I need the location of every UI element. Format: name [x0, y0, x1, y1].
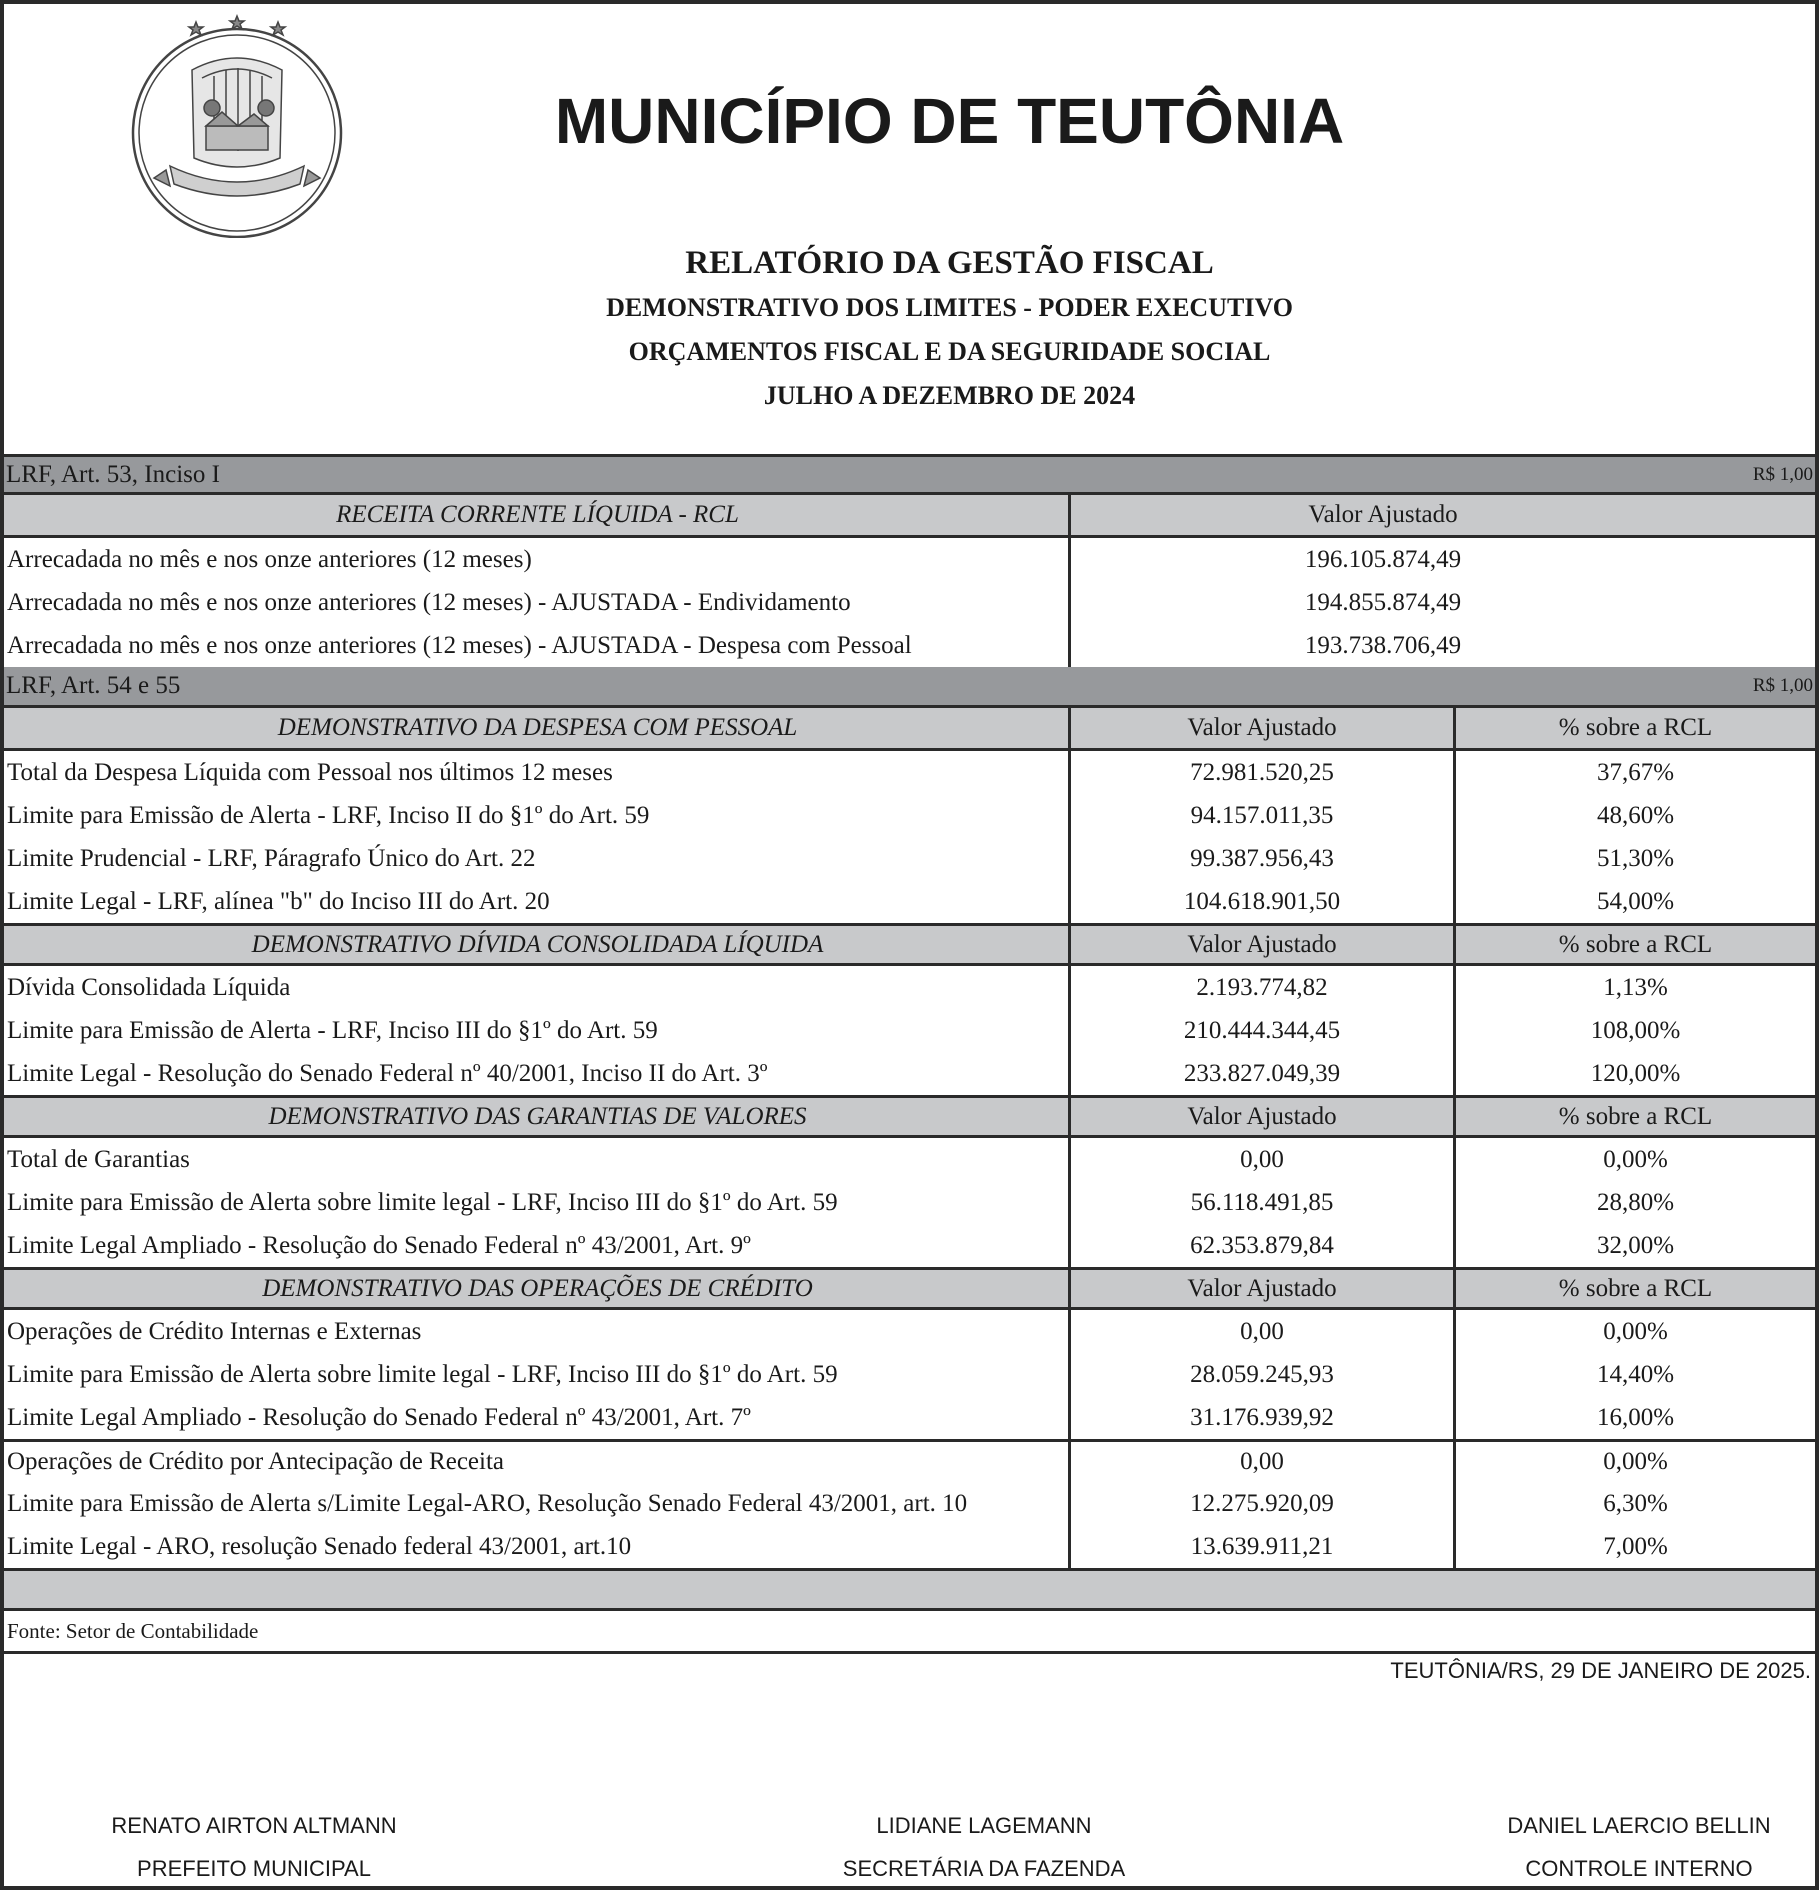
row-pct: 28,80% — [1596, 1188, 1675, 1216]
row-label: Limite Legal Ampliado - Resolução do Senado Federal nº 43/2001, Art. 9º — [4, 1224, 1071, 1267]
row-value: 104.618.901,50 — [1071, 880, 1456, 923]
row-pct: 37,67% — [1596, 758, 1675, 786]
currency-unit: R$ 1,00 — [1752, 463, 1813, 485]
row-value: 62.353.879,84 — [1071, 1224, 1456, 1267]
source-note: Fonte: Setor de Contabilidade — [4, 1611, 1815, 1654]
table-header-credito — [4, 1267, 1815, 1310]
row-value: 31.176.939,92 — [1071, 1396, 1456, 1439]
row-label: Operações de Crédito Internas e Externas — [4, 1310, 1071, 1353]
header-label: RECEITA CORRENTE LÍQUIDA - RCL — [4, 495, 1071, 535]
row-pct: 120,00% — [1590, 1059, 1681, 1087]
header-value: Valor Ajustado — [1308, 501, 1458, 528]
report-subtitle-2: ORÇAMENTOS FISCAL E DA SEGURIDADE SOCIAL — [628, 337, 1271, 366]
section-band-limits — [4, 667, 1815, 708]
row-label: Dívida Consolidada Líquida — [4, 966, 1071, 1009]
row-label: Limite para Emissão de Alerta - LRF, Inciso III do §1º do Art. 59 — [4, 1009, 1071, 1052]
row-label: Total da Despesa Líquida com Pessoal nos últimos 12 meses — [4, 751, 1071, 794]
table-row — [4, 1396, 1815, 1439]
row-pct: 32,00% — [1596, 1231, 1675, 1259]
table-header-divida — [4, 923, 1815, 966]
row-label: Arrecadada no mês e nos onze anteriores (12 meses) - AJUSTADA - Endividamento — [4, 581, 1071, 624]
table-row — [4, 880, 1815, 923]
row-pct: 6,30% — [1603, 1489, 1668, 1517]
table-row — [4, 1310, 1815, 1353]
table-header-rcl — [4, 495, 1815, 538]
row-label: Limite Legal - LRF, alínea "b" do Inciso III do Art. 20 — [4, 880, 1071, 923]
header-pct: % sobre a RCL — [1558, 714, 1713, 741]
signer-role: CONTROLE INTERNO — [1525, 1856, 1753, 1881]
row-value: 12.275.920,09 — [1071, 1482, 1456, 1525]
row-value: 28.059.245,93 — [1071, 1353, 1456, 1396]
row-label: Total de Garantias — [4, 1138, 1071, 1181]
row-value: 56.118.491,85 — [1071, 1181, 1456, 1224]
table-row — [4, 794, 1815, 837]
table-row — [4, 1353, 1815, 1396]
row-label: Operações de Crédito por Antecipação de Receita — [4, 1442, 1071, 1482]
row-label: Limite para Emissão de Alerta - LRF, Inciso II do §1º do Art. 59 — [4, 794, 1071, 837]
currency-unit: R$ 1,00 — [1752, 675, 1813, 696]
signer-name: LIDIANE LAGEMANN — [876, 1813, 1092, 1838]
row-pct: 0,00% — [1603, 1317, 1668, 1345]
header-pct: % sobre a RCL — [1558, 1274, 1713, 1302]
report-header — [4, 4, 1815, 454]
row-pct: 7,00% — [1603, 1532, 1668, 1560]
row-pct: 54,00% — [1596, 887, 1675, 915]
report-subtitle-1: DEMONSTRATIVO DOS LIMITES - PODER EXECUTIVO — [606, 293, 1293, 322]
header-label: DEMONSTRATIVO DAS GARANTIAS DE VALORES — [4, 1098, 1071, 1135]
table-row — [4, 538, 1815, 581]
table-row — [4, 751, 1815, 794]
table-row — [4, 837, 1815, 880]
row-value: 233.827.049,39 — [1071, 1052, 1456, 1095]
table-row — [4, 1181, 1815, 1224]
header-value: Valor Ajustado — [1071, 926, 1456, 963]
table-header-garantias — [4, 1095, 1815, 1138]
table-row — [4, 1052, 1815, 1095]
row-pct: 48,60% — [1596, 801, 1675, 829]
table-footer-bar — [4, 1568, 1815, 1611]
row-value: 194.855.874,49 — [1304, 588, 1462, 616]
row-label: Limite Legal - Resolução do Senado Federal nº 40/2001, Inciso II do Art. 3º — [4, 1052, 1071, 1095]
table-row — [4, 966, 1815, 1009]
table-row — [4, 1525, 1815, 1568]
table-row — [4, 1138, 1815, 1181]
row-label: Arrecadada no mês e nos onze anteriores (12 meses) - AJUSTADA - Despesa com Pessoal — [4, 624, 1071, 667]
section-band-rcl — [4, 454, 1815, 495]
municipality-title: MUNICÍPIO DE TEUTÔNIA — [554, 85, 1345, 157]
row-pct: 14,40% — [1596, 1360, 1675, 1388]
table-row — [4, 581, 1815, 624]
header-value: Valor Ajustado — [1071, 708, 1456, 748]
header-label: DEMONSTRATIVO DAS OPERAÇÕES DE CRÉDITO — [4, 1270, 1071, 1307]
row-value: 94.157.011,35 — [1071, 794, 1456, 837]
row-label: Limite para Emissão de Alerta sobre limite legal - LRF, Inciso III do §1º do Art. 59 — [4, 1353, 1071, 1396]
row-label: Limite Prudencial - LRF, Páragrafo Único do Art. 22 — [4, 837, 1071, 880]
signer-name: DANIEL LAERCIO BELLIN — [1507, 1813, 1771, 1838]
report-title: RELATÓRIO DA GESTÃO FISCAL — [685, 245, 1214, 281]
band-label: LRF, Art. 53, Inciso I — [6, 460, 220, 488]
signer-role: PREFEITO MUNICIPAL — [137, 1856, 371, 1881]
row-value: 13.639.911,21 — [1071, 1525, 1456, 1568]
row-value: 2.193.774,82 — [1071, 966, 1456, 1009]
row-label: Limite para Emissão de Alerta sobre limite legal - LRF, Inciso III do §1º do Art. 59 — [4, 1181, 1071, 1224]
report-titles — [4, 240, 1815, 418]
row-value: 0,00 — [1071, 1138, 1456, 1181]
signature-internal-control — [1464, 1804, 1814, 1890]
signature-mayor — [74, 1804, 434, 1890]
table-row — [4, 1009, 1815, 1052]
table-row — [4, 1439, 1815, 1482]
row-pct: 1,13% — [1603, 973, 1668, 1001]
row-pct: 16,00% — [1596, 1403, 1675, 1431]
report-period: JULHO A DEZEMBRO DE 2024 — [763, 381, 1136, 410]
signature-treasury — [804, 1804, 1164, 1890]
signer-name: RENATO AIRTON ALTMANN — [111, 1813, 397, 1838]
row-value: 0,00 — [1071, 1310, 1456, 1353]
row-pct: 51,30% — [1596, 844, 1675, 872]
table-row — [4, 624, 1815, 667]
row-label: Arrecadada no mês e nos onze anteriores (12 meses) — [4, 538, 1071, 581]
header-value: Valor Ajustado — [1071, 1098, 1456, 1135]
table-header-pessoal — [4, 708, 1815, 751]
row-value: 0,00 — [1071, 1442, 1456, 1482]
header-pct: % sobre a RCL — [1558, 1102, 1713, 1130]
row-value: 72.981.520,25 — [1071, 751, 1456, 794]
row-label: Limite Legal - ARO, resolução Senado federal 43/2001, art.10 — [4, 1525, 1071, 1568]
header-label: DEMONSTRATIVO DA DESPESA COM PESSOAL — [4, 708, 1071, 748]
row-value: 210.444.344,45 — [1071, 1009, 1456, 1052]
table-row — [4, 1482, 1815, 1525]
row-label: Limite Legal Ampliado - Resolução do Senado Federal nº 43/2001, Art. 7º — [4, 1396, 1071, 1439]
row-pct: 0,00% — [1603, 1145, 1668, 1173]
row-value: 193.738.706,49 — [1304, 631, 1462, 659]
row-value: 196.105.874,49 — [1304, 545, 1462, 573]
header-label: DEMONSTRATIVO DÍVIDA CONSOLIDADA LÍQUIDA — [4, 926, 1071, 963]
dateline: TEUTÔNIA/RS, 29 DE JANEIRO DE 2025. — [1390, 1658, 1811, 1683]
header-pct: % sobre a RCL — [1558, 930, 1713, 958]
row-value: 99.387.956,43 — [1071, 837, 1456, 880]
row-label: Limite para Emissão de Alerta s/Limite Legal-ARO, Resolução Senado Federal 43/2001, art. 10 — [4, 1482, 1071, 1525]
row-pct: 108,00% — [1590, 1016, 1681, 1044]
row-pct: 0,00% — [1603, 1448, 1668, 1475]
header-value: Valor Ajustado — [1071, 1270, 1456, 1307]
band-label: LRF, Art. 54 e 55 — [6, 672, 181, 699]
signer-role: SECRETÁRIA DA FAZENDA — [842, 1856, 1126, 1881]
table-row — [4, 1224, 1815, 1267]
